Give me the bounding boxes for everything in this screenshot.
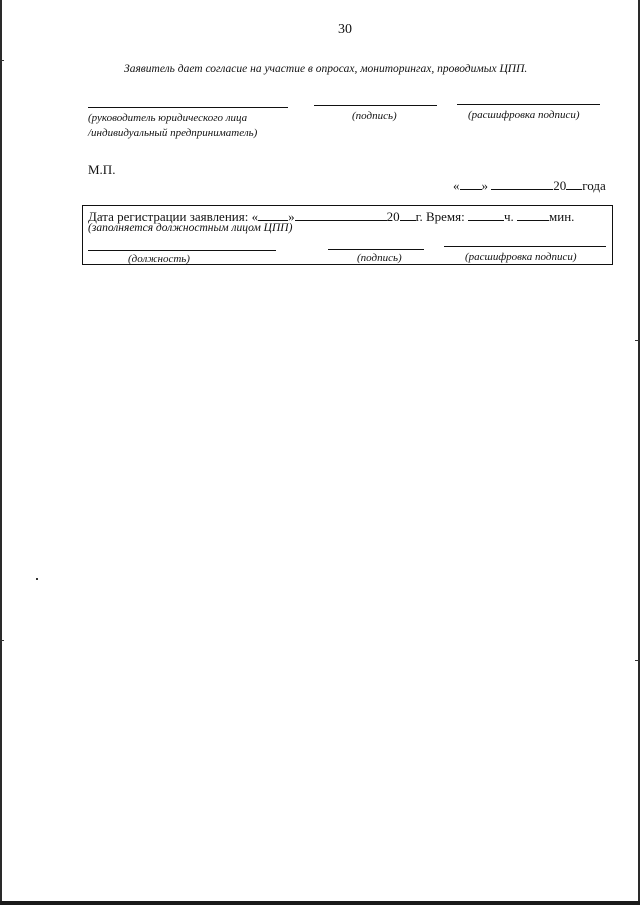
scan-speck	[36, 578, 38, 580]
official-decoding-line	[444, 246, 606, 247]
signature-decoding-caption: (расшифровка подписи)	[468, 109, 580, 121]
registration-label: Дата регистрации заявления: «	[88, 209, 259, 224]
head-caption-line2: /индивидуальный предприниматель)	[88, 127, 258, 139]
scan-mark	[635, 340, 640, 341]
reg-minutes-suffix: мин.	[549, 209, 575, 224]
signature-decoding-line	[457, 104, 600, 105]
reg-hours-blank	[468, 207, 504, 221]
head-name-line	[88, 107, 288, 108]
application-date-field	[453, 176, 606, 194]
reg-year-prefix: 20	[386, 209, 400, 224]
year-suffix: года	[582, 178, 606, 193]
seal-place-label: М.П.	[88, 162, 116, 177]
registration-note: (заполняется должностным лицом ЦПП)	[88, 222, 293, 234]
scan-mark	[0, 640, 4, 641]
scan-border-left	[0, 0, 2, 905]
month-blank	[491, 176, 553, 190]
reg-minutes-blank	[517, 207, 549, 221]
official-decoding-caption: (расшифровка подписи)	[465, 251, 577, 263]
official-position-caption: (должность)	[128, 253, 190, 265]
page-number: 30	[338, 22, 352, 37]
scan-border-bottom	[0, 901, 640, 905]
scan-mark	[0, 60, 4, 61]
year-blank	[566, 176, 582, 190]
official-signature-caption: (подпись)	[357, 252, 402, 264]
official-signature-line	[328, 249, 424, 250]
reg-hours-suffix: ч.	[503, 209, 514, 224]
scan-mark	[635, 660, 640, 661]
reg-month-blank	[295, 207, 387, 221]
signature-caption: (подпись)	[352, 110, 397, 122]
reg-day-blank	[258, 207, 288, 221]
year-prefix: 20	[553, 178, 567, 193]
date-close-quote: »	[481, 178, 488, 193]
reg-close-quote: »	[288, 209, 295, 224]
day-blank	[460, 176, 482, 190]
reg-year-blank	[400, 207, 416, 221]
date-open-quote: «	[453, 178, 460, 193]
head-caption-line1: (руководитель юридического лица	[88, 112, 248, 124]
official-position-line	[88, 250, 276, 251]
reg-time-label: г. Время:	[415, 209, 465, 224]
consent-statement: Заявитель дает согласие на участие в опросах, мониторингах, проводимых ЦПП.	[124, 63, 528, 75]
signature-line	[314, 105, 437, 106]
